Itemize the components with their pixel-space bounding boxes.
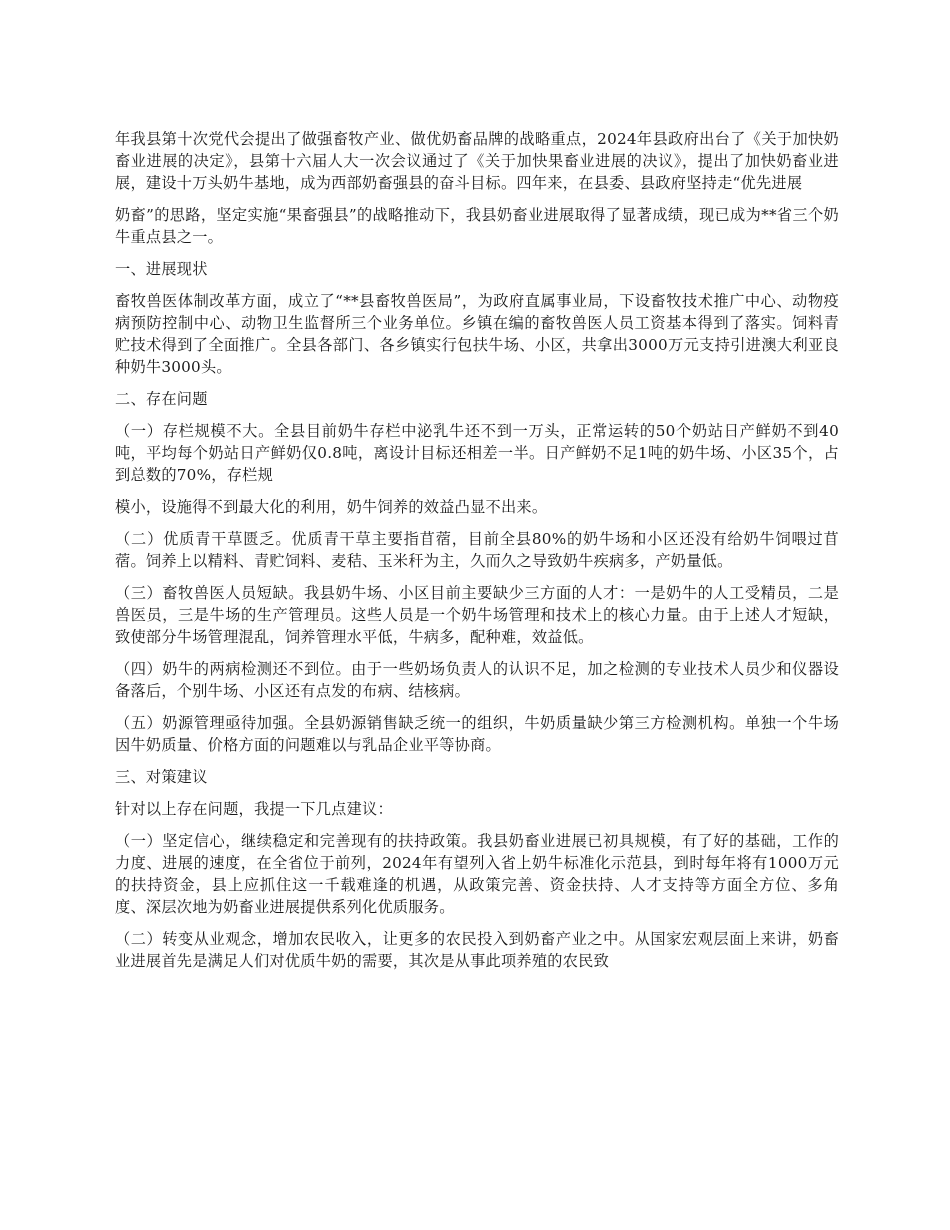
- status-paragraph: 畜牧兽医体制改革方面，成立了“**县畜牧兽医局”，为政府直属事业局，下设畜牧技术推广中心、动物疫病预防控制中心、动物卫生监督所三个业务单位。乡镇在编的畜牧兽医人员工资基本得到了落实。饲料青贮技术得到了全面推广。全县各部门、各乡镇实行包扶牛场、小区，共拿出3000万元支持引进澳大利亚良种奶牛3000头。: [115, 292, 839, 376]
- section-heading-status: 一、进展现状: [115, 260, 208, 278]
- intro-paragraph-1: 年我县第十次党代会提出了做强畜牧产业、做优奶畜品牌的战略重点，2024年县政府出台了《关于加快奶畜业进展的决定》，县第十六届人大一次会议通过了《关于加快果畜业进展的决议》，提出了加快奶畜业进展，建设十万头奶牛基地，成为西部奶畜强县的奋斗目标。四年来，在县委、县政府坚持走“优先进展: [115, 130, 839, 192]
- intro-paragraph-2: 奶畜”的思路，坚定实施“果畜强县”的战略推动下，我县奶畜业进展取得了显著成绩，现已成为**省三个奶牛重点县之一。: [115, 206, 839, 246]
- problem-paragraph-2: （二）优质青干草匮乏。优质青干草主要指苜蓿，目前全县80%的奶牛场和小区还没有给奶牛饲喂过苜蓿。饲养上以精料、青贮饲料、麦秸、玉米秆为主，久而久之导致奶牛疾病多，产奶量低。: [115, 530, 839, 570]
- document-page: [115, 128, 839, 982]
- section-heading-suggestions: 三、对策建议: [115, 768, 208, 786]
- problem-paragraph-5: （五）奶源管理亟待加强。全县奶源销售缺乏统一的组织，牛奶质量缺少第三方检测机构。单独一个牛场因牛奶质量、价格方面的问题难以与乳品企业平等协商。: [115, 714, 839, 754]
- problem-paragraph-1-continued: 模小，设施得不到最大化的利用，奶牛饲养的效益凸显不出来。: [115, 498, 548, 516]
- problem-paragraph-3: （三）畜牧兽医人员短缺。我县奶牛场、小区目前主要缺少三方面的人才：一是奶牛的人工受精员，二是兽医员，三是牛场的生产管理员。这些人员是一个奶牛场管理和技术上的核心力量。由于上述人才短缺，致使部分牛场管理混乱，饲养管理水平低，牛病多，配种难，效益低。: [115, 584, 839, 646]
- problem-paragraph-4: （四）奶牛的两病检测还不到位。由于一些奶场负责人的认识不足，加之检测的专业技术人员少和仪器设备落后，个别牛场、小区还有点发的布病、结核病。: [115, 660, 839, 700]
- suggestion-intro: 针对以上存在问题，我提一下几点建议：: [115, 800, 393, 818]
- suggestion-paragraph-1: （一）坚定信心，继续稳定和完善现有的扶持政策。我县奶畜业进展已初具规模，有了好的基础，工作的力度、进展的速度，在全省位于前列，2024年有望列入省上奶牛标准化示范县，到时每年将有1000万元的扶持资金，县上应抓住这一千载难逢的机遇，从政策完善、资金扶持、人才支持等方面全方位、多角度、深层次地为奶畜业进展提供系列化优质服务。: [115, 832, 839, 916]
- section-heading-problems: 二、存在问题: [115, 390, 208, 408]
- suggestion-paragraph-2: （二）转变从业观念，增加农民收入，让更多的农民投入到奶畜产业之中。从国家宏观层面上来讲，奶畜业进展首先是满足人们对优质牛奶的需要，其次是从事此项养殖的农民致: [115, 930, 839, 970]
- problem-paragraph-1: （一）存栏规模不大。全县目前奶牛存栏中泌乳牛还不到一万头，正常运转的50个奶站日产鲜奶不到40吨，平均每个奶站日产鲜奶仅0.8吨，离设计目标还相差一半。日产鲜奶不足1吨的奶牛场、小区35个，占到总数的70%，存栏规: [115, 422, 839, 484]
